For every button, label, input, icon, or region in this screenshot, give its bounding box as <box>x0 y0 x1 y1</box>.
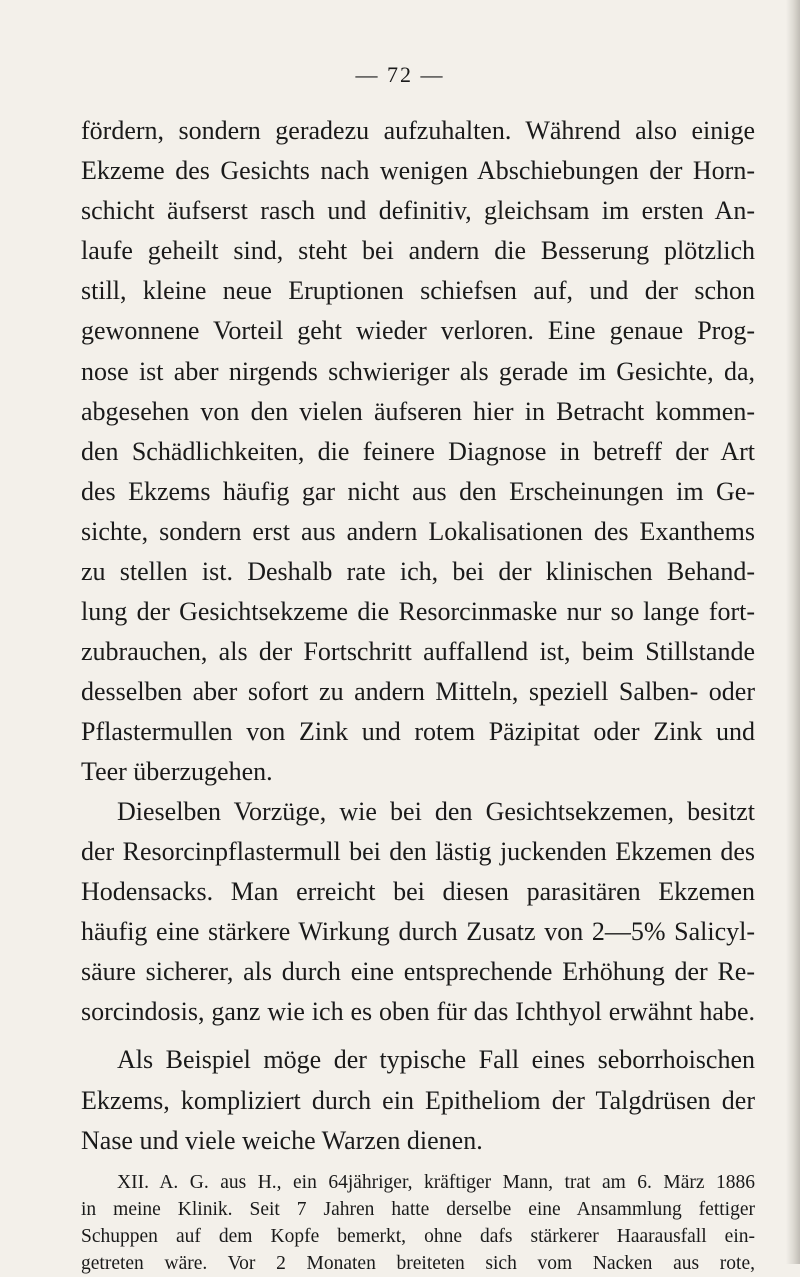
text-line: Teer überzugehen. <box>81 757 273 786</box>
text-line: still, kleine neue Eruptionen schiefsen auf, und der schon <box>81 276 755 305</box>
text-line: Hodensacks. Man erreicht bei diesen parasitären Ekzemen <box>81 877 755 906</box>
text-line: sorcindosis, ganz wie ich es oben für das Ichthyol erwähnt habe. <box>81 997 755 1026</box>
text-line: Ekzeme des Gesichts nach wenigen Abschiebungen der Horn- <box>81 156 755 185</box>
case-text-line: getreten wäre. Vor 2 Monaten breiteten sich vom Nacken aus rote, <box>81 1253 755 1274</box>
text-line: Dieselben Vorzüge, wie bei den Gesichtsekzemen, besitzt <box>117 797 755 826</box>
text-line: fördern, sondern geradezu aufzuhalten. Während also einige <box>81 116 755 145</box>
text-line: zu stellen ist. Deshalb rate ich, bei der klinischen Behand- <box>81 557 755 586</box>
text-line: häufig eine stärkere Wirkung durch Zusatz von 2—5% Salicyl- <box>81 917 755 946</box>
text-line: den Schädlichkeiten, die feinere Diagnose in betreff der Art <box>81 437 755 466</box>
case-text-line: Schuppen auf dem Kopfe bemerkt, ohne dafs stärkerer Haarausfall ein- <box>81 1226 755 1247</box>
page-edge-shadow <box>786 0 800 1264</box>
text-line: Ekzems, kompliziert durch ein Epitheliom der Talgdrüsen der <box>81 1086 755 1115</box>
text-line: zubrauchen, als der Fortschritt auffallend ist, beim Stillstande <box>81 637 755 666</box>
text-line: laufe geheilt sind, steht bei andern die Besserung plötzlich <box>81 236 755 265</box>
text-line: Pflastermullen von Zink und rotem Päzipitat oder Zink und <box>81 717 755 746</box>
text-line: Als Beispiel möge der typische Fall eines seborrhoischen <box>117 1045 755 1074</box>
text-line: gewonnene Vorteil geht wieder verloren. Eine genaue Prog- <box>81 316 755 345</box>
text-line: nose ist aber nirgends schwieriger als gerade im Gesichte, da, <box>81 357 755 386</box>
text-line: sichte, sondern erst aus andern Lokalisationen des Exanthems <box>81 517 755 546</box>
text-line: der Resorcinpflastermull bei den lästig juckenden Ekzemen des <box>81 837 755 866</box>
text-line: des Ekzems häufig gar nicht aus den Erscheinungen im Ge- <box>81 477 755 506</box>
text-line: abgesehen von den vielen äufseren hier in Betracht kommen- <box>81 397 755 426</box>
case-text-line: in meine Klinik. Seit 7 Jahren hatte derselbe eine Ansammlung fettiger <box>81 1199 755 1220</box>
page-number: — 72 — <box>355 62 445 87</box>
text-line: desselben aber sofort zu andern Mitteln, speziell Salben- oder <box>81 677 755 706</box>
text-line: schicht äufserst rasch und definitiv, gleichsam im ersten An- <box>81 196 755 225</box>
text-line: säure sicherer, als durch eine entsprechende Erhöhung der Re- <box>81 957 755 986</box>
text-line: Nase und viele weiche Warzen dienen. <box>81 1126 483 1155</box>
case-text-line: XII. A. G. aus H., ein 64jähriger, kräftiger Mann, trat am 6. März 1886 <box>117 1172 755 1193</box>
text-line: lung der Gesichtsekzeme die Resorcinmaske nur so lange fort- <box>81 597 755 626</box>
